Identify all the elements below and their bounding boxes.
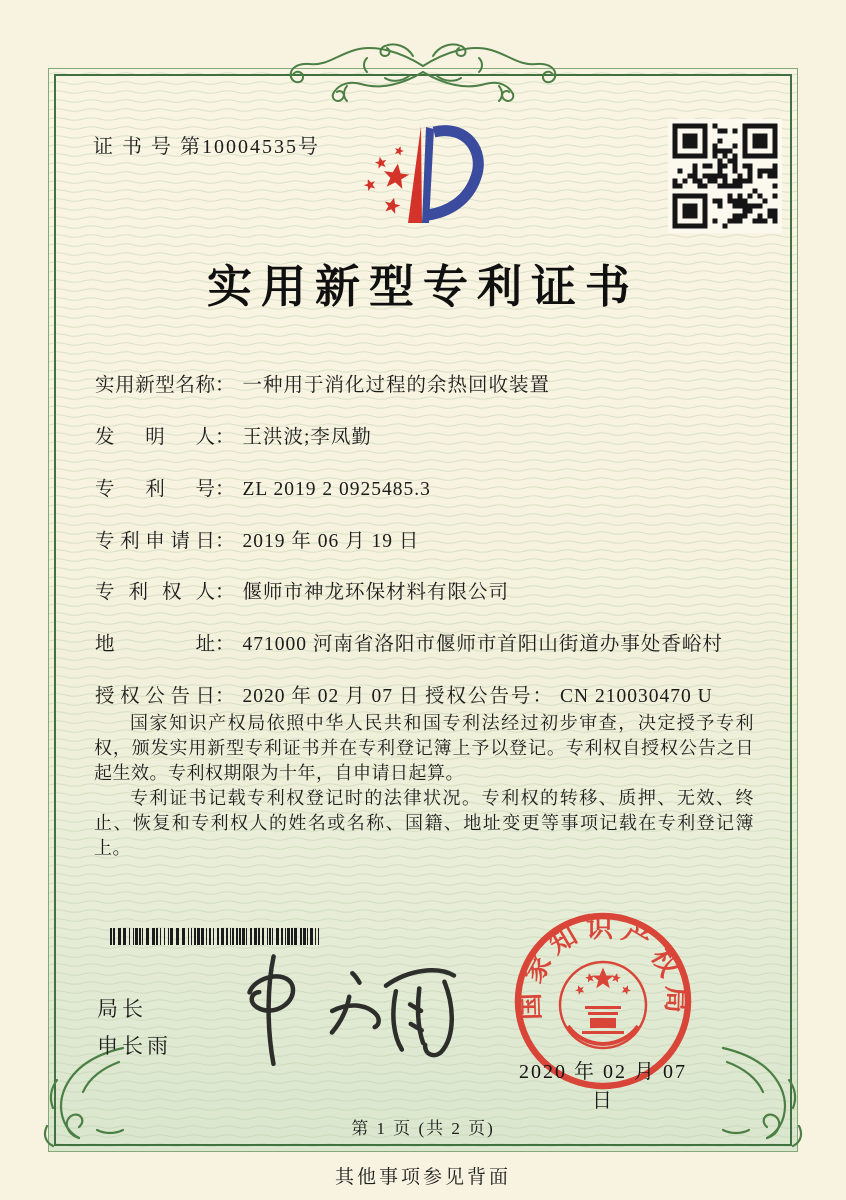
colon: ： bbox=[215, 479, 235, 500]
field-row-patent-number bbox=[95, 473, 431, 501]
handwritten-signature bbox=[236, 940, 465, 1070]
field-label: 授权公告日 bbox=[95, 686, 215, 707]
field-value: ZL 2019 2 0925485.3 bbox=[242, 479, 431, 500]
field-value: 一种用于消化过程的余热回收装置 bbox=[242, 375, 551, 396]
colon: ： bbox=[215, 531, 235, 552]
legal-paragraph-2: 专利证书记载专利权登记时的法律状况。专利权的转移、质押、无效、终止、恢复和专利权人的姓名或名称、国籍、地址变更等事项记载在专利登记簿上。 bbox=[94, 788, 754, 858]
field-value: 471000 河南省洛阳市偃师市首阳山街道办事处香峪村 bbox=[242, 634, 723, 655]
colon: ： bbox=[215, 427, 235, 448]
barcode bbox=[108, 928, 326, 945]
field-pair-grant-number bbox=[425, 680, 713, 708]
officer-role-label: 局长 bbox=[97, 998, 147, 1021]
colon: ： bbox=[532, 686, 553, 707]
svg-text:国家知识产权局 bbox=[515, 913, 692, 1021]
field-row-filing-date bbox=[95, 525, 419, 553]
top-border-ornament bbox=[263, 36, 583, 108]
field-label: 实用新型名称 bbox=[95, 375, 215, 396]
colon: ： bbox=[215, 582, 235, 603]
officer-name: 申长雨 bbox=[97, 1035, 172, 1058]
colon: ： bbox=[215, 375, 235, 396]
field-label: 专利号 bbox=[95, 479, 215, 500]
page-number-label: 第 1 页 (共 2 页) bbox=[351, 1119, 495, 1138]
field-label: 授权公告号 bbox=[425, 686, 533, 707]
field-label: 地址 bbox=[95, 634, 215, 655]
legal-paragraph-1: 国家知识产权局依照中华人民共和国专利法经过初步审查，决定授予专利权，颁发实用新型专利证书并在专利登记簿上予以登记。专利权自授权公告之日起生效。专利权期限为十年，自申请日起算。 bbox=[94, 713, 754, 783]
legal-statement bbox=[94, 711, 754, 861]
cnipa-patent-logo-icon bbox=[355, 116, 505, 234]
qr-code-image bbox=[668, 119, 782, 233]
field-value: 偃师市神龙环保材料有限公司 bbox=[242, 582, 510, 603]
back-side-note: 其他事项参见背面 bbox=[334, 1167, 511, 1188]
field-value: 王洪波;李凤勤 bbox=[242, 427, 372, 448]
national-emblem-icon bbox=[560, 962, 646, 1048]
field-row-address bbox=[95, 628, 723, 656]
colon: ： bbox=[215, 686, 235, 707]
field-label: 专利申请日 bbox=[95, 531, 215, 552]
certificate-title: 实用新型专利证书 bbox=[206, 262, 639, 312]
seal-ring-text: 国家知识产权局 bbox=[514, 912, 692, 1021]
seal-date: 2020 年 02 月 07 日 bbox=[519, 1061, 687, 1112]
certificate-number: 证 书 号 第10004535号 bbox=[93, 136, 320, 158]
field-row-patentee bbox=[95, 576, 509, 604]
field-value: 2019 年 06 月 19 日 bbox=[242, 531, 420, 552]
qr-code bbox=[668, 119, 782, 233]
field-row-name bbox=[95, 369, 550, 397]
field-value: 2020 年 02 月 07 日 bbox=[242, 686, 420, 707]
colon: ： bbox=[215, 634, 235, 655]
field-value: CN 210030470 U bbox=[560, 686, 713, 707]
field-row-grant bbox=[95, 680, 713, 708]
field-label: 发明人 bbox=[95, 427, 215, 448]
field-row-inventor bbox=[95, 421, 372, 449]
field-label: 专利权人 bbox=[95, 582, 215, 603]
